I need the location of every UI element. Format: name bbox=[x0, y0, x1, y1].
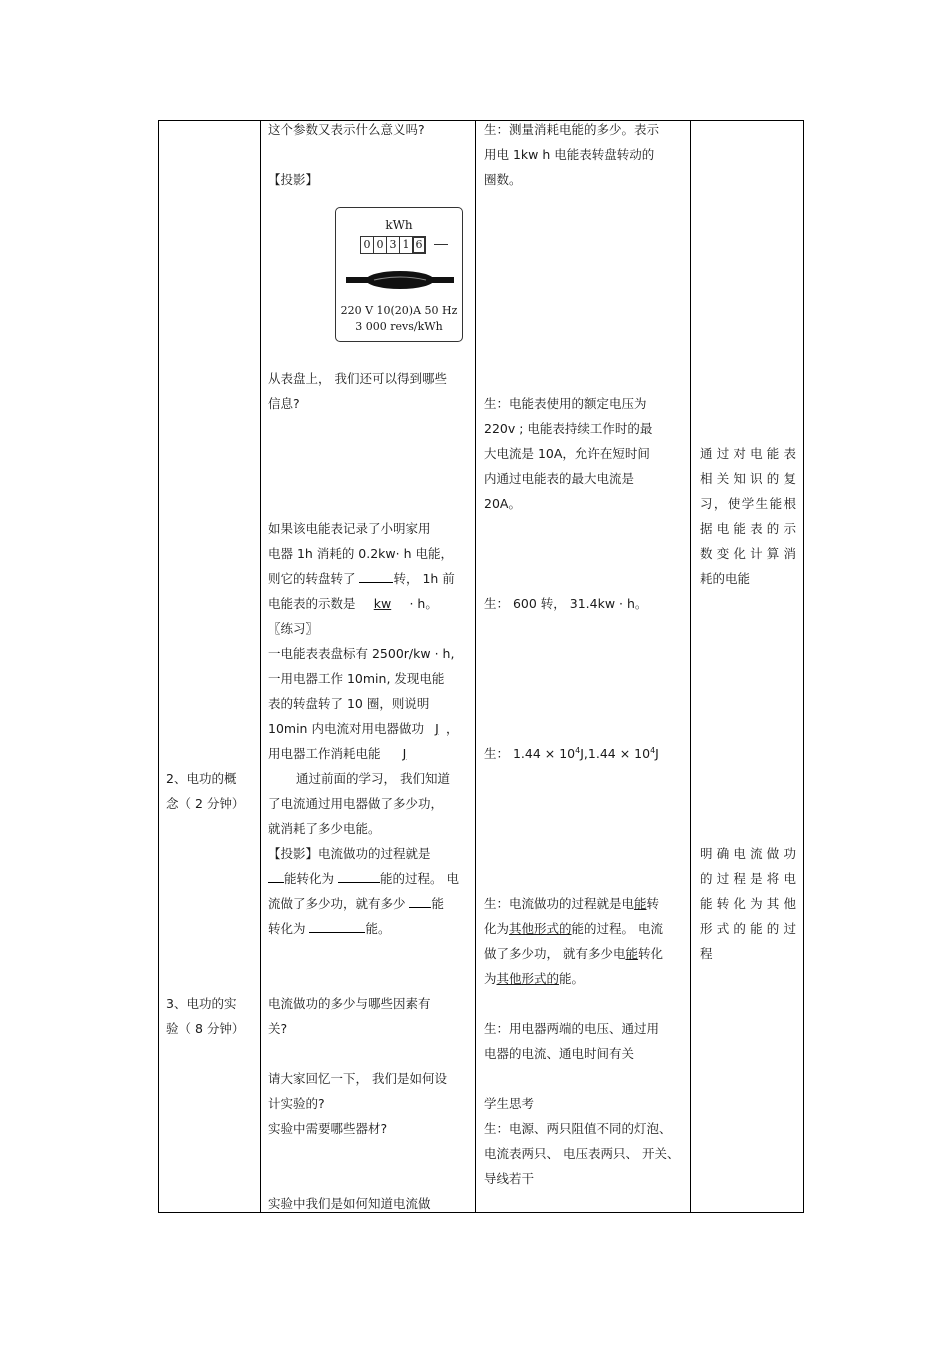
equipment-question: 实验中需要哪些器材? bbox=[268, 1121, 388, 1136]
last-question: 实验中我们是如何知道电流做 bbox=[268, 1196, 431, 1211]
meter-digit-decimal: 6 bbox=[412, 236, 426, 254]
question-xiaoming: 则它的转盘转了 转， 1h 前 bbox=[268, 566, 455, 591]
projection-question: 转化为 能。 bbox=[268, 916, 391, 941]
question-xiaoming: 如果该电能表记录了小明家用 bbox=[268, 521, 431, 536]
question-dial-info: 信息? bbox=[268, 396, 300, 411]
projection-label: 【投影】 bbox=[268, 172, 319, 187]
answer-blank bbox=[309, 917, 365, 933]
meter-rotating-disc-icon bbox=[346, 270, 454, 290]
meter-digit: 0 bbox=[360, 236, 374, 254]
projection-question: 流做了多少功，就有多少 能 bbox=[268, 891, 444, 916]
work-intro: 就消耗了多少电能。 bbox=[268, 821, 381, 836]
lesson-plan-table bbox=[158, 120, 804, 1213]
section-3-time: 验（ 8 分钟） bbox=[166, 1021, 245, 1036]
design-intent: 的过程是将电 bbox=[700, 871, 796, 886]
design-intent: 相关知识的复 bbox=[700, 471, 796, 486]
student-answer: 为其他形式的能。 bbox=[484, 971, 585, 986]
projection-question: 【投影】电流做功的过程就是 bbox=[268, 846, 431, 861]
answer-blank-unit: J bbox=[435, 721, 439, 736]
recall-question: 请大家回忆一下， 我们是如何设 bbox=[268, 1071, 447, 1086]
design-intent: 习，使学生能根 bbox=[700, 496, 796, 511]
practice-label: 〖练习〗 bbox=[268, 621, 319, 636]
design-intent: 通过对电能表 bbox=[700, 446, 796, 461]
meter-unit: kWh bbox=[385, 218, 413, 232]
student-answer: 生：电流做功的过程就是电能转 bbox=[484, 896, 660, 911]
column-divider bbox=[475, 121, 476, 1212]
practice-question: 10min 内电流对用电器做功 J ， bbox=[268, 716, 458, 741]
student-answer: 电流表两只、 电压表两只、 开关、 bbox=[484, 1146, 680, 1161]
answer-blank-unit: kw bbox=[373, 596, 392, 611]
student-answer: 圈数。 bbox=[484, 172, 522, 187]
column-divider bbox=[260, 121, 261, 1212]
student-answer: 化为其他形式的能的过程。 电流 bbox=[484, 921, 664, 936]
answer-blank bbox=[409, 892, 431, 908]
work-intro: 了电流通过用电器做了多少功， bbox=[268, 796, 444, 811]
work-intro: 通过前面的学习， 我们知道 bbox=[296, 771, 450, 786]
factors-question: 关? bbox=[268, 1021, 288, 1036]
student-answer: 生： $1.44 \times 10^4J,1.44 \times 10^4J$ bbox=[484, 746, 659, 761]
question-xiaoming: 电能表的示数是 kw · h。 bbox=[268, 591, 438, 616]
student-answer: 生： 600 转， 31.4kw · h。 bbox=[484, 596, 648, 611]
question-dial-info: 从表盘上， 我们还可以得到哪些 bbox=[268, 371, 447, 386]
design-intent: 形式的能的过 bbox=[700, 921, 796, 936]
student-answer: 生：测量消耗电能的多少。表示 bbox=[484, 122, 660, 137]
student-answer: 导线若干 bbox=[484, 1171, 535, 1186]
meter-digit: 1 bbox=[399, 236, 413, 254]
answer-blank bbox=[338, 867, 380, 883]
practice-question: 用电器工作消耗电能 J bbox=[268, 741, 424, 766]
design-intent: 明确电流做功 bbox=[700, 846, 796, 861]
meter-spec-revs: 3 000 revs/kWh bbox=[355, 320, 443, 333]
section-2-time: 念（ 2 分钟） bbox=[166, 796, 245, 811]
student-answer: 做了多少功， 就有多少电能转化 bbox=[484, 946, 664, 961]
practice-question: 一用电器工作 10min, 发现电能 bbox=[268, 671, 445, 686]
meter-digit: 0 bbox=[373, 236, 387, 254]
student-answer: 20A。 bbox=[484, 496, 521, 511]
student-answer: 内通过电能表的最大电流是 bbox=[484, 471, 635, 486]
design-intent: 能转化为其他 bbox=[700, 896, 796, 911]
design-intent: 程 bbox=[700, 946, 713, 961]
column-divider bbox=[690, 121, 691, 1212]
factors-question: 电流做功的多少与哪些因素有 bbox=[268, 996, 431, 1011]
student-thinking: 学生思考 bbox=[484, 1096, 535, 1111]
student-answer: 生：用电器两端的电压、通过用 bbox=[484, 1021, 660, 1036]
electric-meter-figure bbox=[335, 207, 463, 342]
meter-pointer-line bbox=[434, 244, 448, 245]
practice-question: 表的转盘转了 10 圈，则说明 bbox=[268, 696, 430, 711]
student-answer: 用电 1kw h 电能表转盘转动的 bbox=[484, 147, 655, 162]
recall-question: 计实验的? bbox=[268, 1096, 325, 1111]
design-intent: 据电能表的示 bbox=[700, 521, 796, 536]
design-intent: 数变化计算消 bbox=[700, 546, 796, 561]
student-answer: 大电流是 10A，允许在短时间 bbox=[484, 446, 650, 461]
question-meter-parameter: 这个参数又表示什么意义吗? bbox=[268, 122, 425, 137]
design-intent: 耗的电能 bbox=[700, 571, 751, 586]
answer-blank-unit: J bbox=[402, 746, 407, 761]
student-answer: 220v ; 电能表持续工作时的最 bbox=[484, 421, 653, 436]
section-3-title: 3、电功的实 bbox=[166, 996, 237, 1011]
answer-blank bbox=[268, 867, 284, 883]
student-answer: 生：电能表使用的额定电压为 bbox=[484, 396, 647, 411]
meter-spec-rating: 220 V 10(20)A 50 Hz bbox=[340, 304, 458, 317]
meter-digits bbox=[360, 236, 425, 254]
section-2-title: 2、电功的概 bbox=[166, 771, 237, 786]
question-xiaoming: 电器 1h 消耗的 0.2kw· h 电能， bbox=[268, 546, 453, 561]
student-answer: 电器的电流、通电时间有关 bbox=[484, 1046, 635, 1061]
practice-question: 一电能表表盘标有 2500r/kw · h, bbox=[268, 646, 455, 661]
answer-blank bbox=[359, 567, 393, 583]
projection-question: 能转化为 能的过程。 电 bbox=[268, 866, 459, 891]
student-answer: 生：电源、两只阻值不同的灯泡、 bbox=[484, 1121, 672, 1136]
meter-digit: 3 bbox=[386, 236, 400, 254]
